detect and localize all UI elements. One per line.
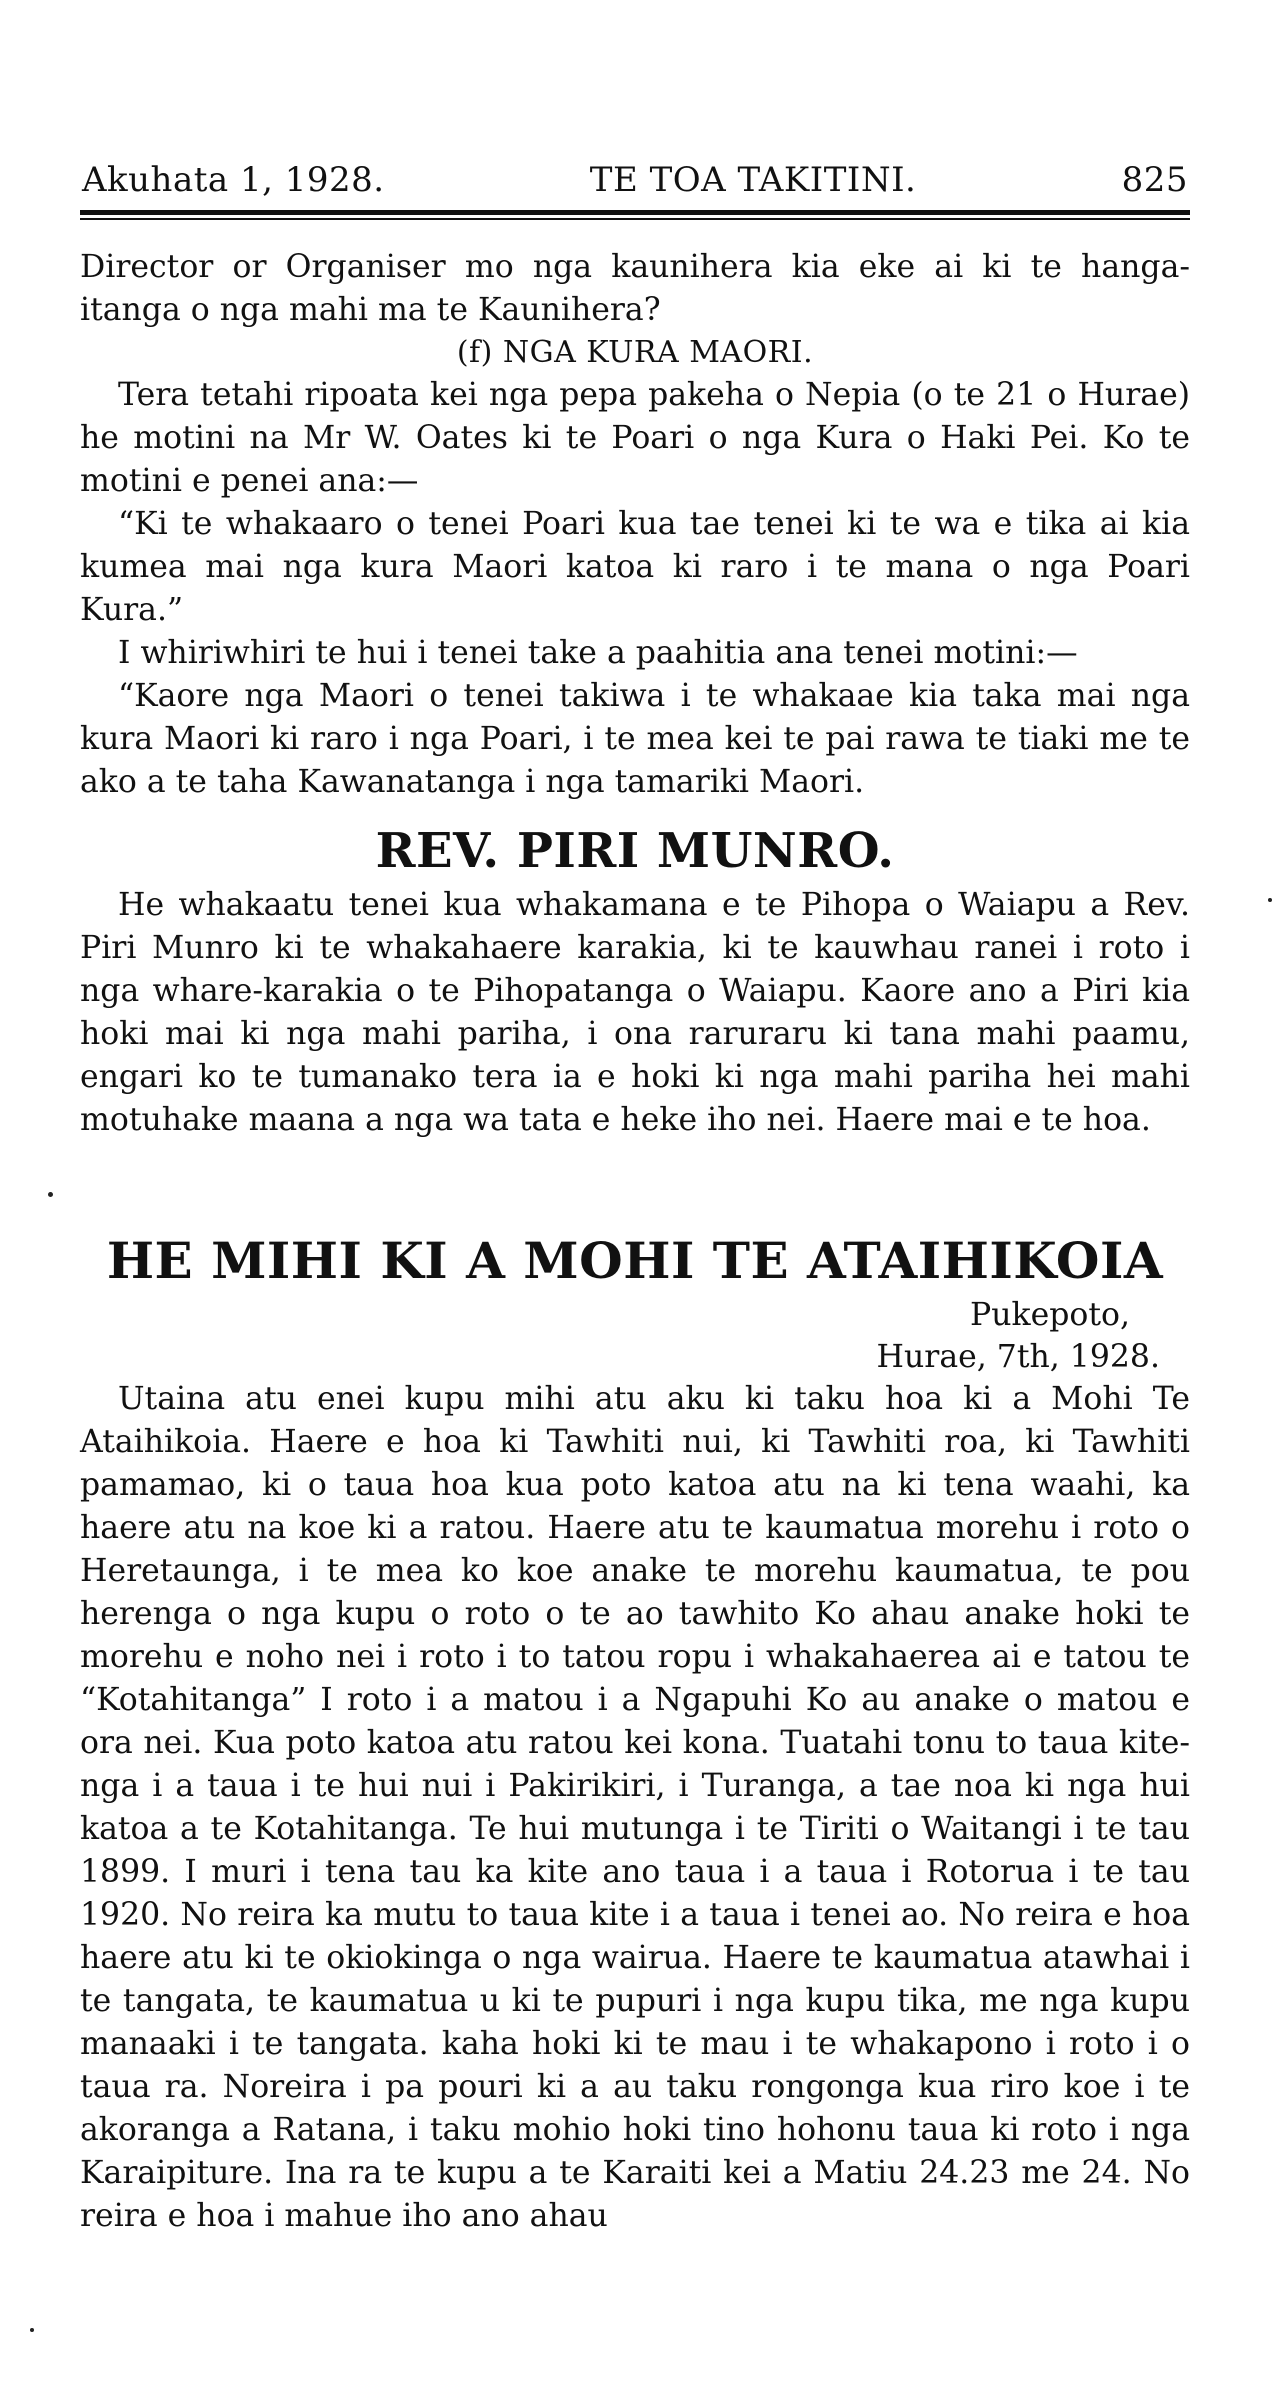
- section-heading: REV. PIRI MUNRO.: [375, 823, 895, 879]
- header-date: Akuhata 1, 1928.: [82, 160, 385, 200]
- print-speck: [30, 2328, 34, 2332]
- letter-date: Hurae, 7th, 1928.: [876, 1339, 1160, 1375]
- paragraph: Utaina atu enei kupu mihi atu aku ki taku hoa ki a Mohi Te Ataihikoia. Haere e hoa ki Tawhiti nui, ki Tawhiti roa, ki Tawhiti pamamao, ki o taua hoa kua poto katoa atu na ki tena waahi, ka haere atu na koe ki a ratou. Haere atu te kaumatua morehu i roto o Heretaunga, i te mea ko koe anake te morehu kaumatua, te pou herenga o nga kupu o roto o te ao tawhito Ko ahau anake hoki te morehu e noho nei i roto i to tatou ropu i whakahaerea ai e tatou te “Kotahitanga” I roto i a matou i a Ngapuhi Ko au anake o matou e ora nei. Kua poto katoa atu ratou kei kona. Tuatahi tonu to taua kite-nga i a taua i te hui nui i Pakirikiri, i Turanga, a tae noa ki nga hui katoa a te Kotahitanga. Te hui mutunga i te Tiriti o Waitangi i te tau 1899. I muri i tena tau ka kite ano taua i a taua i Rotorua i te tau 1920. No reira ka mutu to taua kite i a taua i tenei ao. No reira e hoa haere atu ki te okiokinga o nga wairua. Haere te kaumatua atawhai i te tangata, te kaumatua u ki te pupuri i nga kupu tika, me nga kupu manaaki i te tangata. kaha hoki ki te mau i te whakapono i roto i o taua ra. Noreira i pa pouri ki a au taku rongonga kua riro koe i te akoranga a Ratana, i taku mohio hoki tino hohonu taua ki roto i nga Karaipiture. Ina ra te kupu a te Karaiti kei a Matiu 24.23 me 24. No reira e hoa i mahue iho ano ahau: [80, 1381, 1190, 2234]
- paragraph: Tera tetahi ripoata kei nga pepa pakeha o Nepia (o te 21 o Hurae) he motini na Mr W. Oates ki te Poari o nga Kura o Haki Pei. Ko te motini e penei ana:—: [80, 377, 1190, 499]
- letter-place: Pukepoto,: [970, 1297, 1130, 1333]
- subheading: (f) NGA KURA MAORI.: [456, 335, 814, 370]
- section-heading: HE MIHI KI A MOHI TE ATAIHIKOIA: [106, 1231, 1164, 1290]
- header-title: TE TOA TAKITINI.: [589, 160, 917, 200]
- print-speck: [48, 1192, 53, 1197]
- header-rule-thin: [80, 218, 1190, 220]
- top-section: [80, 246, 1190, 804]
- quote-paragraph: “Kaore nga Maori o tenei takiwa i te whakaae kia taka mai nga kura Maori ki raro i nga Poari, i te mea kei te pai rawa te tiaki me te ako a te taha Kawanatanga i nga tamariki Maori.: [80, 678, 1190, 800]
- paragraph: He whakaatu tenei kua whakamana e te Pihopa o Waiapu a Rev. Piri Munro ki te whakahaere karakia, ki te kauwhau ranei i roto i nga whare-karakia o te Pihopatanga o Waiapu. Kaore ano a Piri kia hoki mai ki nga mahi pariha, i ona raruraru ki tana mahi paamu, engari ko te tumanako tera ia e hoki ki nga mahi pariha hei mahi motuhake maana a nga wa tata e heke iho nei. Haere mai e te hoa.: [80, 887, 1190, 1138]
- paragraph: Director or Organiser mo nga kaunihera kia eke ai ki te hanga-itanga o nga mahi ma te Kaunihera?: [80, 249, 1190, 328]
- print-speck: [1268, 898, 1272, 902]
- quote-paragraph: “Ki te whakaaro o tenei Poari kua tae tenei ki te wa e tika ai kia kumea mai nga kura Maori katoa ki raro i te mana o nga Poari Kura.”: [80, 506, 1190, 628]
- page: [80, 160, 1190, 2238]
- page-number: 825: [1121, 160, 1188, 200]
- paragraph: I whiriwhiri te hui i tenei take a paahitia ana tenei motini:—: [118, 635, 1078, 671]
- running-header: [80, 160, 1190, 208]
- header-rule-thick: [80, 210, 1190, 215]
